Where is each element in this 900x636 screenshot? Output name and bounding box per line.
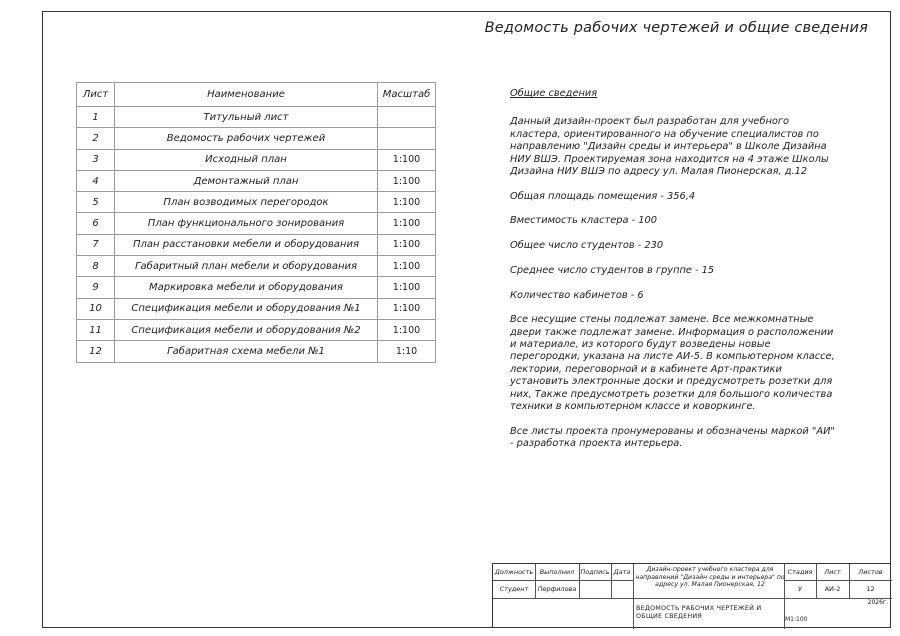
info-paragraph: Среднее число студентов в группе - 15 xyxy=(510,264,715,276)
row-sheet-name: План возводимых перегородок xyxy=(115,192,378,213)
sheets-table xyxy=(76,82,436,363)
info-paragraph: Все листы проекта пронумерованы и обозначены маркой "АИ" - разработка проекта интерьера. xyxy=(510,425,835,450)
row-sheet-scale: 1:100 xyxy=(378,192,436,213)
row-sheet-scale xyxy=(378,128,436,149)
row-sheet-number: 5 xyxy=(77,192,115,213)
stamp-label-date: Дата xyxy=(613,568,631,576)
stamp-position-value: Студент xyxy=(499,585,529,593)
stamp-label-stage: Стадия xyxy=(787,568,813,576)
row-sheet-number: 7 xyxy=(77,234,115,255)
table-row xyxy=(77,107,436,128)
row-sheet-name: Спецификация мебели и оборудования №1 xyxy=(115,298,378,319)
stamp-year: 2026г. xyxy=(867,599,888,606)
row-sheet-number: 2 xyxy=(77,128,115,149)
table-row xyxy=(77,170,436,191)
stamp-label-signature: Подпись xyxy=(580,568,610,576)
row-sheet-name: План расстановки мебели и оборудования xyxy=(115,234,378,255)
row-sheet-name: Демонтажный план xyxy=(115,170,378,191)
row-sheet-number: 9 xyxy=(77,277,115,298)
row-sheet-scale xyxy=(378,107,436,128)
info-paragraph: Количество кабинетов - 6 xyxy=(510,289,644,301)
stamp-scale: М1:100 xyxy=(785,616,808,623)
info-heading: Общие сведения xyxy=(510,88,598,99)
info-paragraph: Вместимость кластера - 100 xyxy=(510,215,657,227)
row-sheet-scale: 1:100 xyxy=(378,149,436,170)
row-sheet-number: 6 xyxy=(77,213,115,234)
stamp-sheet-name: ВЕДОМОСТЬ РАБОЧИХ ЧЕРТЕЖЕЙ И ОБЩИЕ СВЕДЕНИЯ xyxy=(636,604,762,620)
stamp-sheets-value: 12 xyxy=(866,585,875,593)
row-sheet-scale: 1:100 xyxy=(378,213,436,234)
table-row xyxy=(77,149,436,170)
row-sheet-scale: 1:100 xyxy=(378,298,436,319)
stamp-label-sheets: Листов xyxy=(858,568,883,576)
stamp-label-performed: Выполнил xyxy=(539,568,575,576)
row-sheet-name: План функционального зонирования xyxy=(115,213,378,234)
row-sheet-name: Габаритный план мебели и оборудования xyxy=(115,256,378,277)
table-row xyxy=(77,213,436,234)
table-row xyxy=(77,256,436,277)
row-sheet-name: Спецификация мебели и оборудования №2 xyxy=(115,319,378,340)
row-sheet-name: Титульный лист xyxy=(115,107,378,128)
page-title: Ведомость рабочих чертежей и общие сведения xyxy=(484,20,868,36)
row-sheet-number: 3 xyxy=(77,149,115,170)
row-sheet-scale: 1:100 xyxy=(378,256,436,277)
row-sheet-scale: 1:100 xyxy=(378,319,436,340)
info-paragraph: Данный дизайн-проект был разработан для учебного кластера, ориентированного на обучение специалистов по направлению "Дизайн среды и интерьера" в Школе Дизайна НИУ ВШЭ. Проектируемая зона находится на 4 этаже Школы Дизайна НИУ ВШЭ по адресу ул. Малая Пионерская, д.12 xyxy=(510,116,829,178)
table-row xyxy=(77,192,436,213)
row-sheet-number: 4 xyxy=(77,170,115,191)
table-row xyxy=(77,277,436,298)
info-paragraphs xyxy=(510,116,840,450)
row-sheet-name: Исходный план xyxy=(115,149,378,170)
table-header-row xyxy=(77,83,436,107)
table-row xyxy=(77,341,436,362)
row-sheet-scale: 1:100 xyxy=(378,277,436,298)
stamp-stage-value: У xyxy=(798,585,802,593)
row-sheet-scale: 1:100 xyxy=(378,234,436,255)
table-row xyxy=(77,298,436,319)
stamp-label-sheet: Лист xyxy=(824,568,841,576)
stamp-sheet-value: АИ-2 xyxy=(824,585,841,593)
row-sheet-name: Габаритная схема мебели №1 xyxy=(115,341,378,362)
row-sheet-name: Маркировка мебели и оборудования xyxy=(115,277,378,298)
row-sheet-number: 1 xyxy=(77,107,115,128)
row-sheet-number: 8 xyxy=(77,256,115,277)
sheets-table-body xyxy=(77,107,436,363)
info-paragraph: Общее число студентов - 230 xyxy=(510,240,664,252)
stamp-label-position: Должность xyxy=(494,568,534,576)
table-row xyxy=(77,234,436,255)
row-sheet-number: 10 xyxy=(77,298,115,319)
stamp-project-description: Дизайн-проект учебного кластера для направлений "Дизайн среды и интерьера" по адресу ул. Малая Пионерская, 12 xyxy=(635,566,785,589)
table-row xyxy=(77,319,436,340)
row-sheet-scale: 1:100 xyxy=(378,170,436,191)
header-name: Наименование xyxy=(115,83,378,107)
table-row xyxy=(77,128,436,149)
title-block-stamp xyxy=(492,563,891,628)
row-sheet-number: 11 xyxy=(77,319,115,340)
row-sheet-scale: 1:10 xyxy=(378,341,436,362)
general-info xyxy=(510,88,840,463)
stamp-performer-value: Перфилова xyxy=(537,585,577,593)
row-sheet-number: 12 xyxy=(77,341,115,362)
header-sheet: Лист xyxy=(77,83,115,107)
info-paragraph: Общая площадь помещения - 356,4 xyxy=(510,190,696,202)
info-paragraph: Все несущие стены подлежат замене. Все межкомнатные двери также подлежат замене. Информация о расположении и материале, из которого будут возведены новые перегородки, указана на листе АИ-5. В компьютерном классе, лектории, переговорной и в кабинете Арт-практики установить электронные доски и предусмотреть розетки для них, Также предусмотреть розетки для большого количества техники в компьютерном классе и коворкинге. xyxy=(510,314,835,413)
header-scale: Масштаб xyxy=(378,83,436,107)
row-sheet-name: Ведомость рабочих чертежей xyxy=(115,128,378,149)
